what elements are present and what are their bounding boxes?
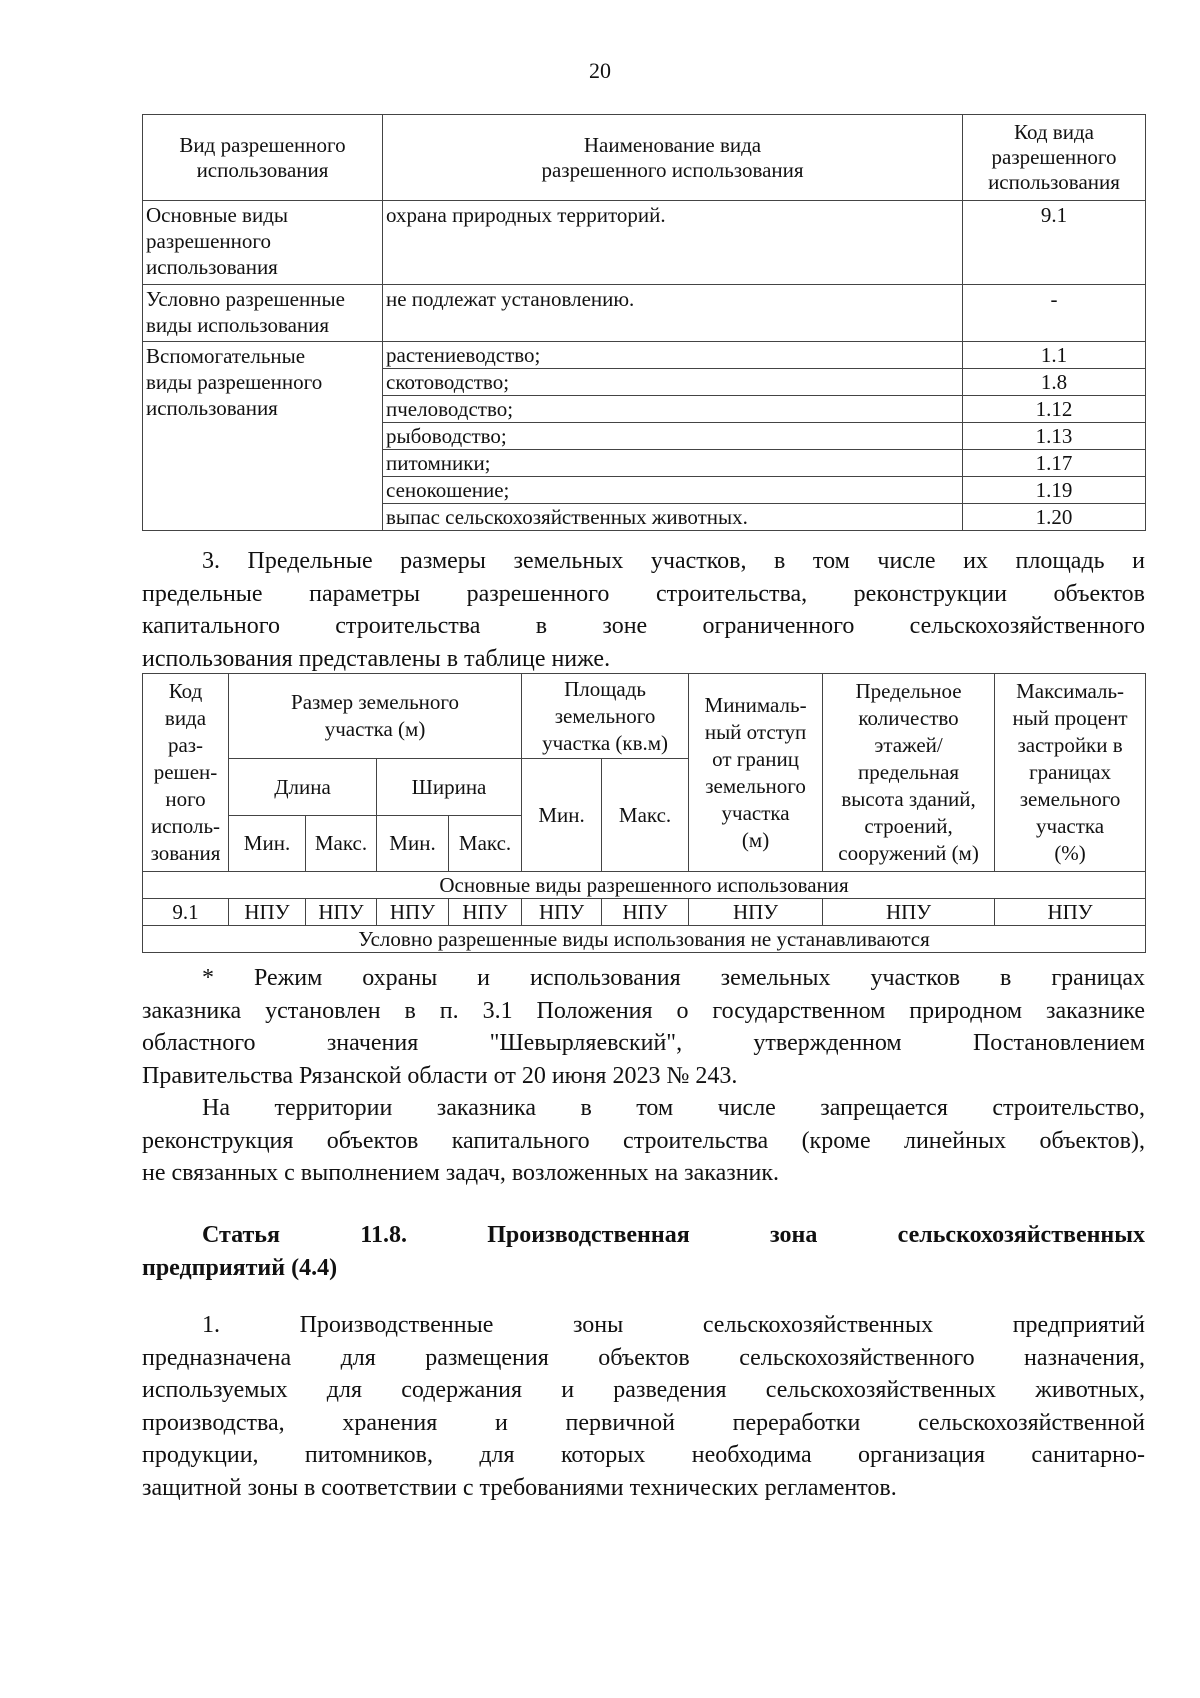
text-line: предназначена для размещения объектов сельскохозяйственного назначения, bbox=[142, 1344, 1145, 1371]
table-header-row bbox=[143, 674, 1146, 759]
header-length-max: Макс. bbox=[306, 816, 377, 872]
note-paragraph bbox=[142, 962, 1145, 1092]
header-line: (%) bbox=[1054, 841, 1086, 865]
cell-width-min: НПУ bbox=[377, 899, 449, 926]
header-line: Код bbox=[168, 679, 203, 703]
heading-line: предприятий (4.4) bbox=[142, 1254, 338, 1281]
header-line: границах bbox=[1029, 760, 1112, 784]
use-code: 9.1 bbox=[963, 201, 1146, 285]
header-line: использования bbox=[196, 157, 329, 182]
parameters-table bbox=[142, 673, 1146, 953]
header-line: ного bbox=[165, 787, 206, 811]
paragraph-3 bbox=[142, 545, 1145, 675]
header-plot-area bbox=[522, 674, 689, 759]
cell-area-min: НПУ bbox=[522, 899, 602, 926]
text-line: защитной зоны в соответствии с требованиями технических регламентов. bbox=[142, 1474, 897, 1501]
use-code: 1.20 bbox=[963, 504, 1146, 531]
label-line: Условно разрешенные bbox=[146, 287, 345, 311]
text-line: На территории заказника в том числе запрещается строительство, bbox=[202, 1095, 1145, 1121]
cell-length-max: НПУ bbox=[306, 899, 377, 926]
header-line: земельного bbox=[554, 703, 656, 728]
header-area-min: Мин. bbox=[522, 759, 602, 872]
text-line: Правительства Рязанской области от 20 июня 2023 № 243. bbox=[142, 1062, 738, 1089]
text-line: реконструкция объектов капитального строительства (кроме линейных объектов), bbox=[142, 1127, 1145, 1154]
row-label bbox=[143, 285, 383, 342]
table-row bbox=[143, 285, 1146, 342]
section-main-uses: Основные виды разрешенного использования bbox=[143, 872, 1146, 899]
table-row bbox=[143, 342, 1146, 369]
header-line: вида bbox=[164, 706, 207, 730]
heading-line: Статья 11.8. Производственная зона сельскохозяйственных bbox=[202, 1222, 1145, 1248]
header-use-type bbox=[143, 115, 383, 201]
use-name: охрана природных территорий. bbox=[383, 201, 963, 285]
header-line: ный процент bbox=[1012, 706, 1128, 730]
use-code: 1.12 bbox=[963, 396, 1146, 423]
header-line: зования bbox=[150, 841, 221, 865]
text-line: 1. Производственные зоны сельскохозяйственных предприятий bbox=[202, 1312, 1145, 1338]
use-code: 1.19 bbox=[963, 477, 1146, 504]
header-line: этажей/ bbox=[874, 733, 943, 757]
use-name: сенокошение; bbox=[383, 477, 963, 504]
header-line: от границ bbox=[712, 746, 799, 771]
header-line: земельного bbox=[1019, 787, 1121, 811]
article-heading bbox=[142, 1219, 1145, 1284]
use-code: 1.8 bbox=[963, 369, 1146, 396]
use-code: - bbox=[963, 285, 1146, 342]
use-code: 1.13 bbox=[963, 423, 1146, 450]
cell-area-max: НПУ bbox=[602, 899, 689, 926]
text-line: заказника установлен в п. 3.1 Положения о государственном природном заказнике bbox=[142, 997, 1145, 1024]
cell-length-min: НПУ bbox=[229, 899, 306, 926]
header-line: участка (м) bbox=[324, 717, 426, 741]
text-line: не связанных с выполнением задач, возложенных на заказник. bbox=[142, 1160, 780, 1186]
section-conditional-uses: Условно разрешенные виды использования не устанавливаются bbox=[143, 926, 1146, 953]
text-line: * Режим охраны и использования земельных участков в границах bbox=[202, 965, 1145, 991]
header-line: количество bbox=[858, 706, 959, 730]
header-line: застройки в bbox=[1017, 733, 1123, 757]
cell-width-max: НПУ bbox=[449, 899, 522, 926]
row-label bbox=[143, 342, 383, 531]
header-width-min: Мин. bbox=[377, 816, 449, 872]
header-plot-size bbox=[229, 674, 522, 759]
use-code: 1.17 bbox=[963, 450, 1146, 477]
paragraph-1 bbox=[142, 1309, 1145, 1504]
header-line: Код вида bbox=[1014, 120, 1094, 144]
header-line: разрешенного bbox=[991, 145, 1117, 169]
header-max-floors bbox=[823, 674, 995, 872]
header-line: раз- bbox=[167, 733, 204, 757]
header-code bbox=[143, 674, 229, 872]
use-name: питомники; bbox=[383, 450, 963, 477]
table-row bbox=[143, 899, 1146, 926]
label-line: использования bbox=[146, 255, 278, 279]
territory-paragraph bbox=[142, 1092, 1145, 1190]
header-line: предельная bbox=[858, 760, 960, 784]
header-length-min: Мин. bbox=[229, 816, 306, 872]
label-line: Вспомогательные bbox=[146, 344, 306, 368]
table-header-row bbox=[143, 115, 1146, 201]
permitted-use-table bbox=[142, 114, 1146, 531]
section-row bbox=[143, 872, 1146, 899]
label-line: виды использования bbox=[146, 313, 330, 337]
text-line: капитального строительства в зоне ограниченного сельскохозяйственного bbox=[142, 613, 1145, 639]
header-width-max: Макс. bbox=[449, 816, 522, 872]
header-use-name bbox=[383, 115, 963, 201]
text-line: продукции, питомников, для которых необходима организация санитарно- bbox=[142, 1442, 1145, 1468]
header-line: исполь- bbox=[150, 814, 221, 838]
text-line: областного значения "Шевырляевский", утвержденном Постановлением bbox=[142, 1030, 1145, 1056]
cell-max-floors: НПУ bbox=[823, 899, 995, 926]
header-area-max: Макс. bbox=[602, 759, 689, 872]
header-line: земельного bbox=[705, 773, 806, 798]
use-name: скотоводство; bbox=[383, 369, 963, 396]
label-line: использования bbox=[146, 396, 278, 420]
header-max-percent bbox=[995, 674, 1146, 872]
label-line: разрешенного bbox=[146, 229, 271, 253]
header-line: разрешенного использования bbox=[541, 157, 804, 182]
use-name: рыбоводство; bbox=[383, 423, 963, 450]
header-use-code bbox=[963, 115, 1146, 201]
row-label bbox=[143, 201, 383, 285]
use-name: растениеводство; bbox=[383, 342, 963, 369]
text-line: 3. Предельные размеры земельных участков, в том числе их площадь и bbox=[202, 548, 1145, 574]
text-line: использования представлены в таблице ниже. bbox=[142, 645, 611, 672]
cell-code: 9.1 bbox=[143, 899, 229, 926]
cell-min-offset: НПУ bbox=[689, 899, 823, 926]
label-line: Основные виды bbox=[146, 203, 289, 227]
page-number: 20 bbox=[589, 58, 611, 83]
header-line: ный отступ bbox=[704, 719, 807, 744]
header-line: Максималь- bbox=[1016, 679, 1125, 703]
header-line: высота зданий, bbox=[841, 787, 976, 811]
use-name: пчеловодство; bbox=[383, 396, 963, 423]
header-line: участка bbox=[721, 800, 790, 825]
header-width: Ширина bbox=[377, 759, 522, 816]
use-name: выпас сельскохозяйственных животных. bbox=[383, 504, 963, 531]
use-code: 1.1 bbox=[963, 342, 1146, 369]
label-line: виды разрешенного bbox=[146, 370, 323, 394]
header-line: Вид разрешенного bbox=[179, 132, 346, 157]
use-name: не подлежат установлению. bbox=[383, 285, 963, 342]
header-line: Площадь bbox=[564, 676, 646, 701]
text-line: предельные параметры разрешенного строительства, реконструкции объектов bbox=[142, 580, 1145, 607]
header-line: участка (кв.м) bbox=[542, 730, 669, 755]
header-line: решен- bbox=[153, 760, 218, 784]
header-line: Размер земельного bbox=[291, 690, 460, 714]
section-row bbox=[143, 926, 1146, 953]
header-length: Длина bbox=[229, 759, 377, 816]
header-line: участка bbox=[1036, 814, 1105, 838]
header-min-offset bbox=[689, 674, 823, 872]
header-line: использования bbox=[988, 170, 1120, 194]
text-line: используемых для содержания и разведения сельскохозяйственных животных, bbox=[142, 1377, 1145, 1403]
header-line: Наименование вида bbox=[583, 132, 762, 157]
cell-max-percent: НПУ bbox=[995, 899, 1146, 926]
header-line: (м) bbox=[741, 827, 770, 852]
header-line: строений, bbox=[864, 814, 953, 838]
header-line: Предельное bbox=[855, 679, 962, 703]
table-row bbox=[143, 201, 1146, 285]
header-line: Минималь- bbox=[704, 692, 807, 717]
text-line: производства, хранения и первичной переработки сельскохозяйственной bbox=[142, 1409, 1145, 1436]
header-line: сооружений (м) bbox=[838, 841, 979, 865]
